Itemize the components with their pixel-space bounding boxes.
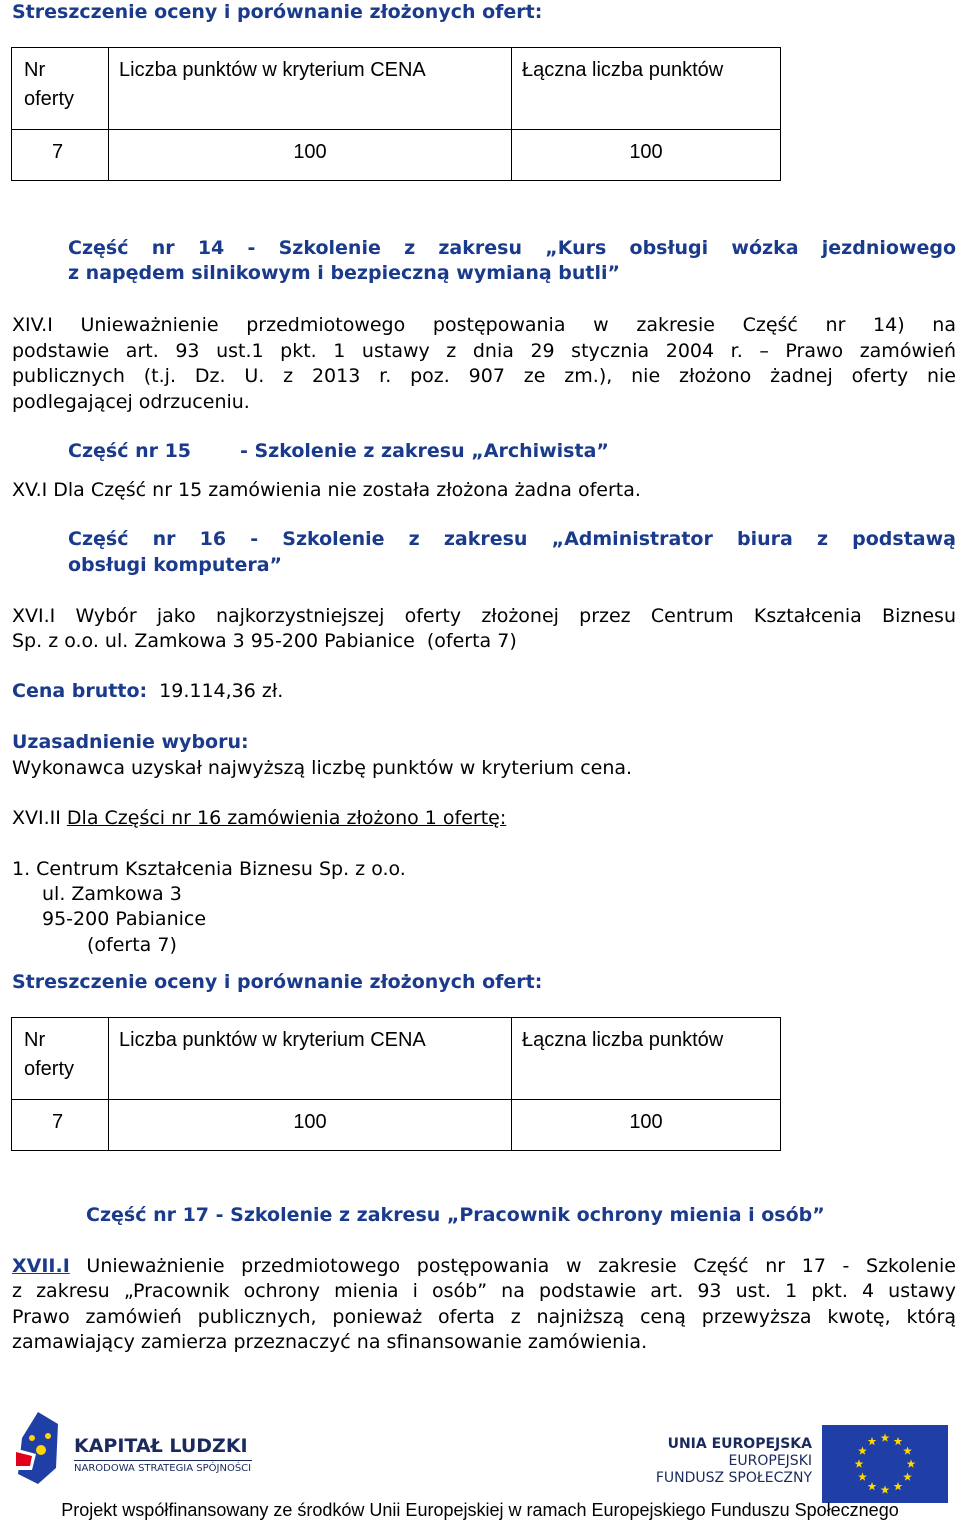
offers-heading-row bbox=[12, 806, 506, 830]
eu-text-block bbox=[650, 1436, 812, 1487]
header-total-points: Łączna liczba punktów bbox=[522, 59, 724, 81]
part17-para-first: Unieważnienie przedmiotowego postępowania w zakresie Część nr 17 - Szkolenie bbox=[69, 1255, 956, 1277]
cell-offer-nr: 7 bbox=[52, 141, 64, 163]
part17-prefix: XVII.I bbox=[12, 1255, 70, 1277]
part17-title: Część nr 17 - Szkolenie z zakresu „Pracownik ochrony mienia i osób” bbox=[86, 1204, 825, 1226]
score-table-2 bbox=[11, 1017, 781, 1151]
kapital-ludzki-subtitle: NARODOWA STRATEGIA SPÓJNOŚCI bbox=[74, 1463, 252, 1474]
part17-para-line2: z zakresu „Pracownik ochrony mienia i osób” na podstawie art. 93 ust. 1 pkt. 4 ustawy bbox=[12, 1280, 956, 1302]
header-nr-oferty: Nr oferty bbox=[24, 59, 75, 110]
part16-title-line1: Część nr 16 - Szkolenie z zakresu „Administrator biura z podstawą bbox=[68, 528, 956, 550]
footer-note: Projekt współfinansowany ze środków Unii Europejskiej w ramach Europejskiego Funduszu Społecznego bbox=[61, 1500, 899, 1520]
summary-heading-1: Streszczenie oceny i porównanie złożonych ofert: bbox=[12, 1, 543, 23]
eu-line1: UNIA EUROPEJSKA bbox=[667, 1436, 812, 1452]
part15-title: - Szkolenie z zakresu „Archiwista” bbox=[240, 440, 609, 462]
price-label: Cena brutto: bbox=[12, 680, 148, 702]
offer-line-2: ul. Zamkowa 3 bbox=[42, 883, 182, 905]
eu-line2: EUROPEJSKI bbox=[728, 1453, 812, 1469]
part16-title-line2: obsługi komputera” bbox=[68, 554, 283, 576]
part14-title-line1: Część nr 14 - Szkolenie z zakresu „Kurs obsługi wózka jezdniowego bbox=[68, 237, 956, 259]
kapital-ludzki-title: KAPITAŁ LUDZKI bbox=[74, 1435, 248, 1457]
header-nr-oferty: Nr oferty bbox=[24, 1029, 75, 1080]
part14-para-line1: XIV.I Unieważnienie przedmiotowego postępowania w zakresie Część nr 14) na bbox=[12, 314, 956, 336]
offers-heading: Dla Części nr 16 zamówienia złożono 1 ofertę: bbox=[66, 807, 507, 829]
part17-para-line4: zamawiający zamierza przeznaczyć na sfinansowanie zamówienia. bbox=[12, 1331, 648, 1353]
header-points-cena: Liczba punktów w kryterium CENA bbox=[119, 1029, 426, 1051]
eu-line3: FUNDUSZ SPOŁECZNY bbox=[655, 1470, 812, 1486]
offer-line-3: 95-200 Pabianice bbox=[42, 908, 207, 930]
cell-points-cena: 100 bbox=[293, 1111, 327, 1133]
part16-choice-line1: XVI.I Wybór jako najkorzystniejszej oferty złożonej przez Centrum Kształcenia Biznesu bbox=[12, 605, 956, 627]
price-value: 19.114,36 zł. bbox=[159, 680, 284, 702]
cell-offer-nr: 7 bbox=[52, 1111, 64, 1133]
offer-line-4: (oferta 7) bbox=[87, 934, 177, 956]
part15-label: Część nr 15 bbox=[68, 440, 192, 462]
justification-label: Uzasadnienie wyboru: bbox=[12, 731, 249, 753]
summary-heading-2: Streszczenie oceny i porównanie złożonych ofert: bbox=[12, 971, 543, 993]
part14-para-line4: podlegającej odrzuceniu. bbox=[12, 391, 250, 413]
eu-flag-icon bbox=[822, 1425, 948, 1503]
cell-total-points: 100 bbox=[629, 1111, 663, 1133]
part15-para: XV.I Dla Część nr 15 zamówienia nie została złożona żadna oferta. bbox=[12, 479, 641, 501]
kapital-ludzki-shape-icon bbox=[8, 1408, 68, 1488]
part14-para-line2: podstawie art. 93 ust.1 pkt. 1 ustawy z dnia 29 stycznia 2004 r. – Prawo zamówień bbox=[12, 340, 956, 362]
part16-choice-line2: Sp. z o.o. ul. Zamkowa 3 95-200 Pabianice (oferta 7) bbox=[12, 630, 517, 652]
kapital-ludzki-emblem bbox=[8, 1408, 68, 1488]
header-total-points: Łączna liczba punktów bbox=[522, 1029, 724, 1051]
offers-prefix: XVI.II bbox=[12, 807, 61, 829]
part17-para-line3: Prawo zamówień publicznych, ponieważ oferta z najniższą ceną przewyższa kwotę, którą bbox=[12, 1306, 956, 1328]
cell-points-cena: 100 bbox=[293, 141, 327, 163]
offer-line-1: 1. Centrum Kształcenia Biznesu Sp. z o.o. bbox=[12, 858, 406, 880]
justification-text: Wykonawca uzyskał najwyższą liczbę punktów w kryterium cena. bbox=[12, 757, 633, 779]
part14-title-line2: z napędem silnikowym i bezpieczną wymianą butli” bbox=[68, 262, 621, 284]
kapital-ludzki-divider bbox=[74, 1460, 252, 1461]
header-points-cena: Liczba punktów w kryterium CENA bbox=[119, 59, 426, 81]
part14-para-line3: publicznych (t.j. Dz. U. z 2013 r. poz. 907 ze zm.), nie złożono żadnej oferty nie bbox=[12, 365, 956, 387]
eu-flag bbox=[822, 1425, 948, 1503]
price-row bbox=[12, 679, 283, 703]
cell-total-points: 100 bbox=[629, 141, 663, 163]
score-table-1 bbox=[11, 47, 781, 181]
part17-para-line1 bbox=[12, 1254, 956, 1278]
